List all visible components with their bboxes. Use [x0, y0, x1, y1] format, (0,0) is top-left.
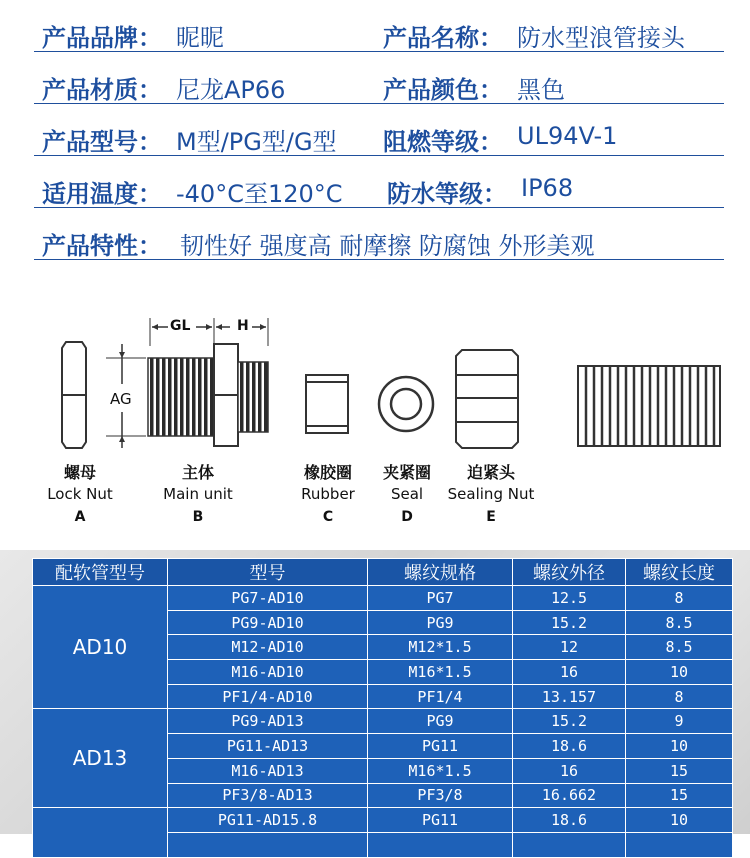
table-row — [33, 586, 733, 611]
table-cell: PG9 — [368, 709, 513, 734]
part-en: Lock Nut — [47, 485, 113, 503]
column-header: 螺纹外径 — [513, 559, 626, 586]
table-header-row — [33, 559, 733, 586]
part-letter: E — [486, 509, 496, 525]
spec-row — [34, 52, 724, 104]
h-label: H — [237, 318, 249, 334]
table-cell: PG7 — [368, 586, 513, 611]
spec-table — [32, 558, 733, 858]
table-cell — [368, 832, 513, 857]
features-row — [34, 208, 724, 260]
table-cell: PG11 — [368, 734, 513, 759]
table-cell: PG11 — [368, 808, 513, 833]
spec-label: 产品颜色： — [383, 76, 503, 104]
table-cell: PF1/4-AD10 — [168, 684, 368, 709]
spec-label: 产品名称： — [383, 24, 503, 52]
table-cell: M12-AD10 — [168, 635, 368, 660]
table-cell: 8 — [626, 684, 733, 709]
table-cell: 15 — [626, 783, 733, 808]
table-cell: 15 — [626, 758, 733, 783]
features-label: 产品特性： — [42, 232, 162, 260]
part-letter: B — [192, 509, 204, 525]
part-zh: 螺母 — [63, 463, 96, 482]
table-cell: 15.2 — [513, 709, 626, 734]
part-letter: D — [401, 509, 413, 525]
table-cell: PG11-AD15.8 — [168, 808, 368, 833]
spec-row — [34, 156, 724, 208]
spec-label: 防水等级： — [387, 180, 507, 208]
seal-drawing — [379, 377, 433, 431]
table-cell: 10 — [626, 734, 733, 759]
part-zh: 迫紧头 — [466, 463, 515, 482]
table-cell — [513, 832, 626, 857]
spec-value: -40°C至120°C — [176, 180, 343, 208]
table-cell: PG11-AD13 — [168, 734, 368, 759]
table-cell: PF1/4 — [368, 684, 513, 709]
table-row — [33, 709, 733, 734]
part-caption-a — [38, 460, 122, 525]
features-value: 韧性好 强度高 耐摩擦 防腐蚀 外形美观 — [180, 232, 595, 260]
hose-group-cell: AD10 — [33, 586, 168, 709]
part-zh: 橡胶圈 — [303, 463, 352, 482]
table-cell: PG9-AD10 — [168, 610, 368, 635]
spec-label: 产品品牌： — [42, 24, 162, 52]
table-cell: 18.6 — [513, 734, 626, 759]
hose-group-cell — [33, 808, 168, 857]
spec-label: 阻燃等级： — [383, 128, 503, 156]
table-cell: 10 — [626, 660, 733, 685]
parts-diagram — [0, 300, 750, 540]
table-cell: 8.5 — [626, 635, 733, 660]
spec-label: 产品型号： — [42, 128, 162, 156]
spec-label: 适用温度： — [42, 180, 162, 208]
table-section — [0, 550, 750, 834]
table-cell: PG9 — [368, 610, 513, 635]
table-cell: M16*1.5 — [368, 758, 513, 783]
part-en: Sealing Nut — [447, 485, 535, 503]
spec-value: M型/PG型/G型 — [176, 128, 337, 156]
table-cell: 9 — [626, 709, 733, 734]
table-cell: PF3/8-AD13 — [168, 783, 368, 808]
table-cell: 12 — [513, 635, 626, 660]
column-header: 螺纹长度 — [626, 559, 733, 586]
spec-row — [34, 104, 724, 156]
spec-value: UL94V-1 — [517, 122, 618, 150]
spec-value: 黑色 — [517, 76, 565, 104]
part-caption-e — [440, 460, 542, 525]
table-cell: 18.6 — [513, 808, 626, 833]
part-en: Rubber — [301, 485, 355, 503]
hose-group-cell: AD13 — [33, 709, 168, 808]
table-cell: 15.2 — [513, 610, 626, 635]
spec-value: 防水型浪管接头 — [517, 24, 685, 52]
column-header: 螺纹规格 — [368, 559, 513, 586]
table-cell: 12.5 — [513, 586, 626, 611]
lock-nut-drawing — [62, 342, 86, 448]
column-header: 配软管型号 — [33, 559, 168, 586]
spec-value: IP68 — [521, 174, 574, 202]
table-cell: 13.157 — [513, 684, 626, 709]
part-caption-c — [288, 460, 368, 525]
table-cell: M12*1.5 — [368, 635, 513, 660]
hose-drawing — [578, 366, 720, 446]
part-en: Main unit — [163, 485, 233, 503]
spec-value: 尼龙AP66 — [176, 76, 286, 104]
part-letter: A — [74, 509, 86, 525]
sealing-nut-drawing — [456, 350, 518, 448]
gl-label: GL — [170, 318, 191, 334]
column-header: 型号 — [168, 559, 368, 586]
table-cell: 16 — [513, 660, 626, 685]
part-zh: 主体 — [181, 463, 214, 482]
part-letter: C — [322, 509, 334, 525]
part-caption-d — [370, 460, 444, 525]
part-caption-b — [152, 460, 244, 525]
table-cell: 8.5 — [626, 610, 733, 635]
part-zh: 夹紧圈 — [382, 463, 431, 482]
table-cell: PG9-AD13 — [168, 709, 368, 734]
spec-list — [34, 0, 724, 260]
spec-row — [34, 0, 724, 52]
table-cell: M16*1.5 — [368, 660, 513, 685]
table-cell: M16-AD13 — [168, 758, 368, 783]
table-cell: 10 — [626, 808, 733, 833]
table-cell: PG7-AD10 — [168, 586, 368, 611]
table-cell: PF3/8 — [368, 783, 513, 808]
main-unit-drawing — [106, 318, 268, 448]
table-cell — [626, 832, 733, 857]
table-row — [33, 808, 733, 833]
part-en: Seal — [390, 485, 424, 503]
rubber-drawing — [306, 375, 348, 433]
table-cell — [168, 832, 368, 857]
table-cell: 8 — [626, 586, 733, 611]
table-cell: 16.662 — [513, 783, 626, 808]
table-cell: M16-AD10 — [168, 660, 368, 685]
ag-label: AG — [110, 390, 132, 408]
spec-value: 昵昵 — [176, 24, 224, 52]
table-cell: 16 — [513, 758, 626, 783]
spec-label: 产品材质： — [42, 76, 162, 104]
